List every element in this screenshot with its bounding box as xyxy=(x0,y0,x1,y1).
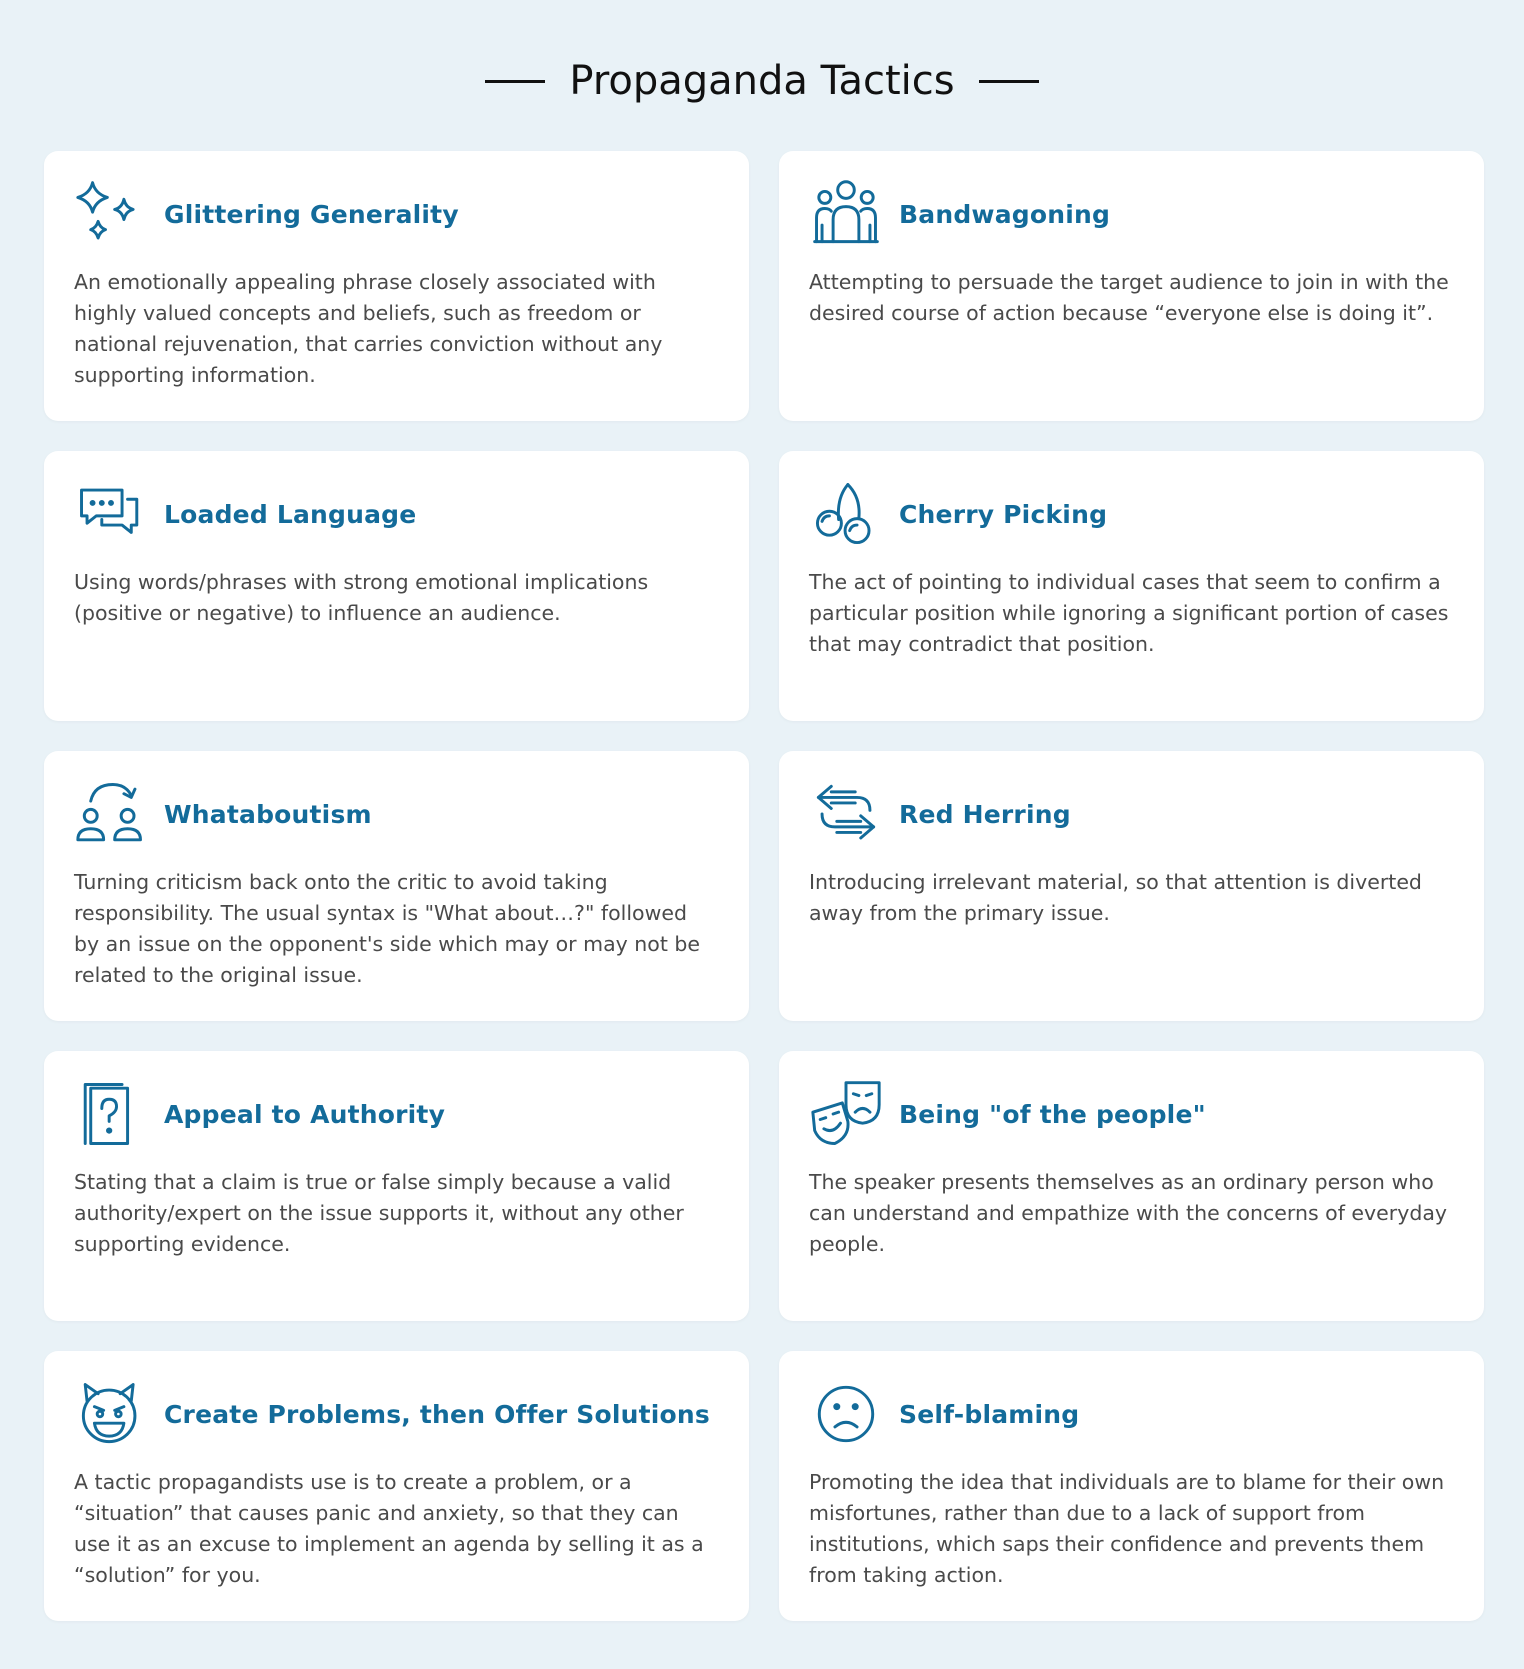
sparkles-icon xyxy=(72,177,150,251)
question-document-icon xyxy=(72,1077,150,1151)
card-description: The speaker presents themselves as an ordinary person who can understand and empathize with the concerns of everyday people. xyxy=(809,1170,1448,1256)
tactic-card-create-problems xyxy=(44,1351,749,1621)
sad-face-icon xyxy=(807,1377,885,1451)
card-header xyxy=(72,177,721,251)
page-header xyxy=(0,58,1524,104)
card-header xyxy=(72,777,721,851)
group-people-icon xyxy=(807,177,885,251)
card-description: The act of pointing to individual cases that seem to confirm a particular position while ignoring a significant portion of cases that may contradict that position. xyxy=(809,570,1449,656)
card-title: Loaded Language xyxy=(164,499,417,529)
swap-arrows-icon xyxy=(807,777,885,851)
card-title: Red Herring xyxy=(899,799,1071,829)
card-title: Appeal to Authority xyxy=(164,1099,446,1129)
tactic-card-self-blaming xyxy=(779,1351,1484,1621)
card-description: Using words/phrases with strong emotional implications (positive or negative) to influence an audience. xyxy=(74,570,649,625)
tactic-card-whataboutism xyxy=(44,751,749,1021)
card-header xyxy=(807,177,1456,251)
card-title: Self-blaming xyxy=(899,1399,1080,1429)
card-title: Bandwagoning xyxy=(899,199,1111,229)
card-description: Stating that a claim is true or false simply because a valid authority/expert on the issue supports it, without any other supporting evidence. xyxy=(74,1170,684,1256)
card-description: A tactic propagandists use is to create a problem, or a “situation” that causes panic and anxiety, so that they can use it as an excuse to implement an agenda by selling it as a “solution” for you. xyxy=(74,1470,704,1587)
card-header xyxy=(807,477,1456,551)
card-title: Being "of the people" xyxy=(899,1099,1206,1129)
tactic-card-red-herring xyxy=(779,751,1484,1021)
tactic-card-glittering-generality xyxy=(44,151,749,421)
tactic-card-of-the-people xyxy=(779,1051,1484,1321)
card-description: Promoting the idea that individuals are to blame for their own misfortunes, rather than due to a lack of support from institutions, which saps their confidence and prevents them from taking action. xyxy=(809,1470,1445,1587)
devil-face-icon xyxy=(72,1377,150,1451)
tactic-card-appeal-to-authority xyxy=(44,1051,749,1321)
card-header xyxy=(72,1377,721,1451)
card-header xyxy=(807,1377,1456,1451)
card-description: Introducing irrelevant material, so that attention is diverted away from the primary issue. xyxy=(809,870,1422,925)
card-title: Cherry Picking xyxy=(899,499,1108,529)
tactic-card-bandwagoning xyxy=(779,151,1484,421)
card-title: Whataboutism xyxy=(164,799,372,829)
card-description: Attempting to persuade the target audience to join in with the desired course of action because “everyone else is doing it”. xyxy=(809,270,1449,325)
card-header xyxy=(72,1077,721,1151)
page-title: Propaganda Tactics xyxy=(569,58,955,104)
chat-bubbles-icon xyxy=(72,477,150,551)
tactic-card-loaded-language xyxy=(44,451,749,721)
people-exchange-icon xyxy=(72,777,150,851)
title-rule-left xyxy=(485,80,545,83)
card-header xyxy=(807,1077,1456,1151)
tactics-grid xyxy=(44,151,1484,1621)
tactic-card-cherry-picking xyxy=(779,451,1484,721)
card-header xyxy=(807,777,1456,851)
card-title: Glittering Generality xyxy=(164,199,459,229)
theater-masks-icon xyxy=(807,1077,885,1151)
card-title: Create Problems, then Offer Solutions xyxy=(164,1399,711,1429)
card-header xyxy=(72,477,721,551)
card-description: An emotionally appealing phrase closely associated with highly valued concepts and beliefs, such as freedom or national rejuvenation, that carries conviction without any supporting information. xyxy=(74,270,663,387)
cherries-icon xyxy=(807,477,885,551)
title-rule-right xyxy=(979,80,1039,83)
card-description: Turning criticism back onto the critic to avoid taking responsibility. The usual syntax is "What about…?" followed by an issue on the opponent's side which may or may not be related to the original issue. xyxy=(74,870,701,987)
